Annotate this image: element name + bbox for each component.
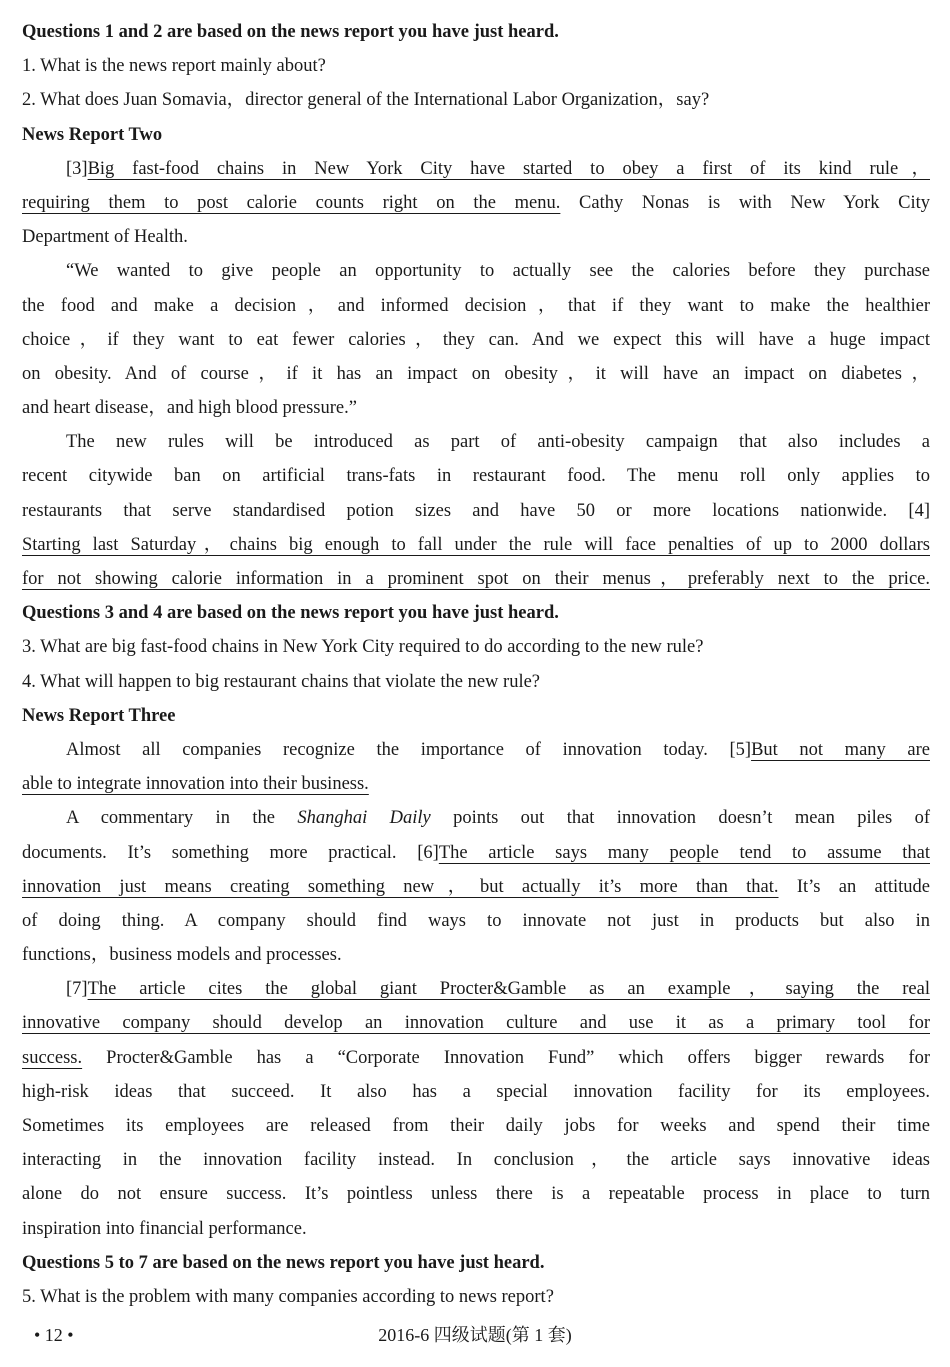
- section-heading: [22, 15, 930, 49]
- text-line: [22, 630, 930, 664]
- underlined-text: innovative company should develop an innovation culture and use it as a primary tool for: [22, 1013, 930, 1034]
- text-segment: restaurants that serve standardised potion sizes and have 50 or more locations nationwide. [4]: [22, 500, 930, 521]
- text-line: [22, 904, 930, 938]
- text-segment: A commentary in the: [66, 808, 298, 829]
- text-line: [22, 870, 930, 904]
- text-line: [22, 186, 930, 220]
- text-segment: It’s an attitude: [778, 876, 931, 897]
- text-segment: Questions 3 and 4 are based on the news report you have just heard.: [22, 603, 559, 624]
- underlined-text: The article says many people tend to assume that: [438, 842, 930, 863]
- text-segment: News Report Two: [22, 124, 163, 145]
- text-line: [22, 289, 930, 323]
- text-line: [22, 1280, 930, 1314]
- text-segment: of doing thing. A company should find ways to innovate not just in products but also in: [22, 910, 930, 931]
- section-heading: [22, 699, 930, 733]
- text-segment: documents. It’s something more practical. [6]: [22, 842, 439, 863]
- text-segment: [7]: [66, 979, 88, 1000]
- underlined-text: able to integrate innovation into their business.: [22, 774, 369, 795]
- text-segment: Procter&Gamble has a “Corporate Innovation Fund” which offers bigger rewards for: [82, 1047, 930, 1068]
- text-segment: alone do not ensure success. It’s pointless unless there is a repeatable process in place to turn: [22, 1184, 930, 1205]
- text-segment: News Report Three: [22, 705, 176, 726]
- page-number: • 12 •: [34, 1325, 74, 1345]
- text-line: [22, 459, 930, 493]
- text-segment: on obesity. And of course，if it has an impact on obesity，it will have an impact on diabetes，: [22, 363, 930, 384]
- text-segment: Questions 5 to 7 are based on the news report you have just heard.: [22, 1252, 545, 1273]
- text-line: [22, 562, 930, 596]
- underlined-text: for not showing calorie information in a prominent spot on their menus，preferably next to the price.: [22, 569, 930, 589]
- text-segment: choice，if they want to eat fewer calories，they can. And we expect this will have a huge impact: [22, 329, 930, 350]
- italic-text: Shanghai Daily: [297, 808, 431, 829]
- text-segment: and heart disease，and high blood pressure.”: [22, 398, 357, 419]
- section-heading: [22, 1246, 930, 1280]
- text-line: [22, 801, 930, 835]
- text-segment: inspiration into financial performance.: [22, 1218, 307, 1239]
- text-line: [22, 49, 930, 83]
- text-line: [22, 1041, 930, 1075]
- text-line: [22, 220, 930, 254]
- text-segment: Sometimes its employees are released from their daily jobs for weeks and spend their time: [22, 1116, 930, 1136]
- underlined-text: Big fast-food chains in New York City have started to obey a first of its kind rule，: [87, 158, 930, 179]
- text-line: [22, 767, 930, 801]
- text-segment: functions，business models and processes.: [22, 945, 342, 966]
- text-segment: high-risk ideas that succeed. It also has a special innovation facility for its employees.: [22, 1081, 930, 1102]
- text-line: [22, 938, 930, 972]
- text-segment: 2. What does Juan Somavia，director general of the International Labor Organization，say?: [22, 90, 710, 111]
- footer-title: 2016-6 四级试题(第 1 套): [378, 1325, 572, 1345]
- text-line: [22, 254, 930, 288]
- text-line: [22, 1177, 930, 1211]
- text-line: [22, 665, 930, 699]
- text-line: [22, 425, 930, 459]
- text-segment: 5. What is the problem with many companies according to news report?: [22, 1286, 554, 1307]
- text-segment: Department of Health.: [22, 227, 188, 248]
- text-line: [22, 733, 930, 767]
- text-segment: [3]: [66, 158, 88, 179]
- text-line: [22, 391, 930, 425]
- text-segment: points out that innovation doesn’t mean piles of: [430, 808, 930, 829]
- text-segment: 3. What are big fast-food chains in New York City required to do according to the new rule?: [22, 637, 704, 658]
- text-line: [22, 152, 930, 186]
- text-segment: “We wanted to give people an opportunity to actually see the calories before they purchase: [66, 261, 930, 282]
- text-line: [22, 1006, 930, 1040]
- section-heading: [22, 596, 930, 630]
- text-line: [22, 323, 930, 357]
- page-footer: [0, 1320, 950, 1350]
- text-line: [22, 836, 930, 870]
- text-line: [22, 972, 930, 1006]
- underlined-text: But not many are: [751, 739, 930, 760]
- text-line: [22, 1143, 930, 1177]
- underlined-text: requiring them to post calorie counts right on the menu.: [22, 192, 561, 213]
- text-line: [22, 1212, 930, 1246]
- text-segment: recent citywide ban on artificial trans-fats in restaurant food. The menu roll only applies to: [22, 466, 930, 487]
- text-segment: The new rules will be introduced as part of anti-obesity campaign that also includes a: [66, 432, 930, 453]
- underlined-text: innovation just means creating something new，but actually it’s more than that.: [22, 876, 779, 897]
- text-segment: Almost all companies recognize the importance of innovation today. [5]: [66, 739, 752, 760]
- text-line: [22, 528, 930, 562]
- text-line: [22, 83, 930, 117]
- document-body: [22, 15, 930, 1314]
- text-line: [22, 357, 930, 391]
- text-line: [22, 1109, 930, 1143]
- text-segment: 1. What is the news report mainly about?: [22, 56, 326, 77]
- text-segment: Questions 1 and 2 are based on the news report you have just heard.: [22, 22, 559, 42]
- text-segment: interacting in the innovation facility instead. In conclusion，the article says innovative ideas: [22, 1150, 930, 1171]
- text-segment: the food and make a decision，and informed decision，that if they want to make the healthier: [22, 295, 930, 316]
- underlined-text: The article cites the global giant Procter&Gamble as an example，saying the real: [87, 979, 930, 1000]
- underlined-text: Starting last Saturday，chains big enough to fall under the rule will face penalties of up to 2000 dollars: [22, 534, 930, 555]
- section-heading: [22, 118, 930, 152]
- text-segment: 4. What will happen to big restaurant chains that violate the new rule?: [22, 671, 541, 692]
- underlined-text: success.: [22, 1047, 83, 1068]
- text-line: [22, 1075, 930, 1109]
- text-line: [22, 494, 930, 528]
- text-segment: Cathy Nonas is with New York City: [560, 192, 930, 213]
